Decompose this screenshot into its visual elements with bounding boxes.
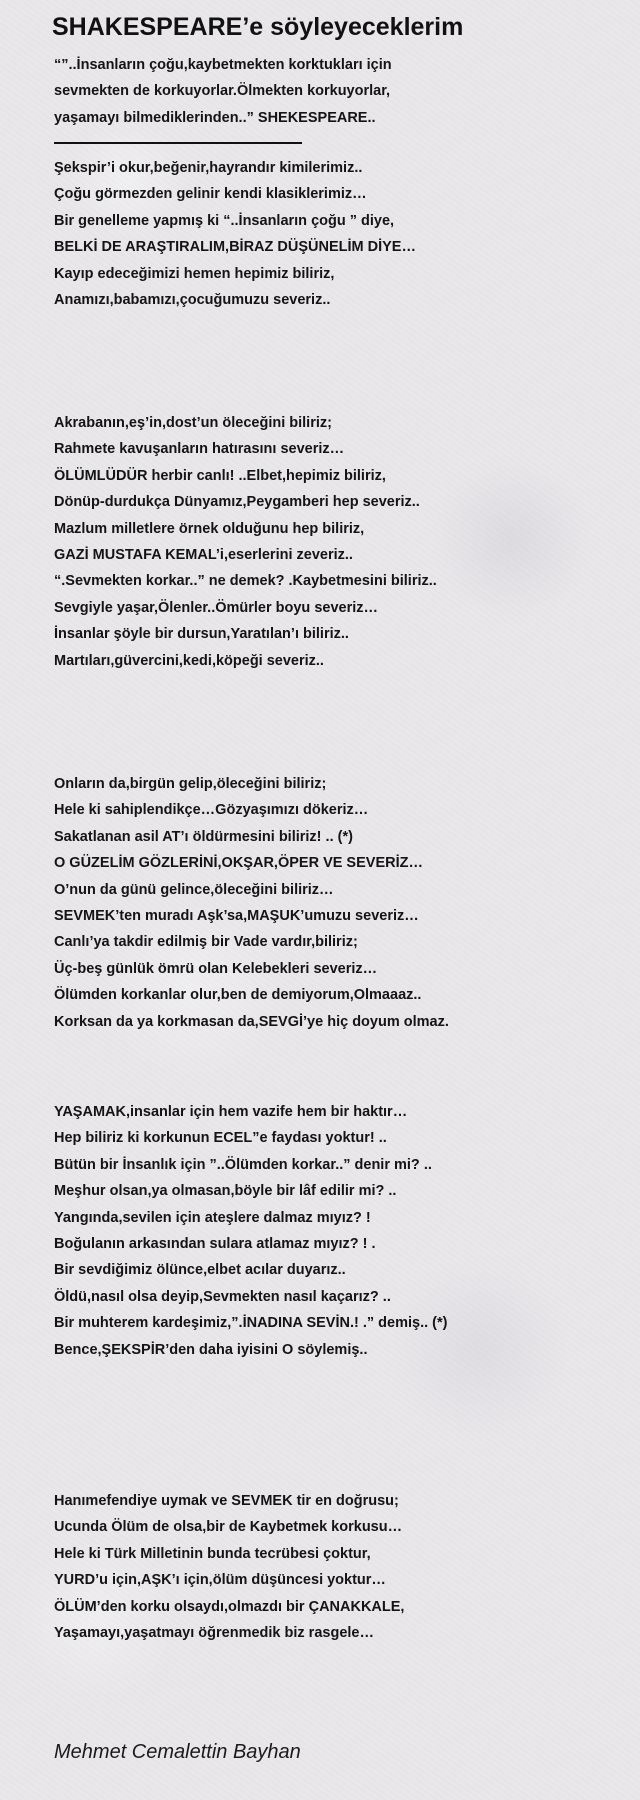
epigraph-line: sevmekten de korkuyorlar.Ölmekten korkuyorlar,: [54, 83, 391, 100]
stanza-1: [54, 155, 624, 313]
poem-line: Sevgiyle yaşar,Ölenler..Ömürler boyu severiz…: [54, 599, 378, 616]
poem-line: Ölümden korkanlar olur,ben de demiyorum,Olmaaaz..: [54, 987, 422, 1004]
poem-line: Anamızı,babamızı,çocuğumuzu severiz..: [54, 292, 331, 309]
poem-line: Öldü,nasıl olsa deyip,Sevmekten nasıl kaçarız? ..: [54, 1288, 391, 1305]
poem-line: Yaşamayı,yaşatmayı öğrenmedik biz rasgele…: [54, 1625, 374, 1642]
stanza-4: [54, 1099, 624, 1363]
poem-line: Hele ki Türk Milletinin bunda tecrübesi çoktur,: [54, 1545, 371, 1562]
poem-line: ÖLÜM’den korku olsaydı,olmazdı bir ÇANAKKALE,: [54, 1598, 405, 1615]
stanza-5: [54, 1488, 624, 1646]
poem-line: Bütün bir İnsanlık için ”..Ölümden korkar..” denir mi? ..: [54, 1156, 432, 1173]
poem-line: Yangında,sevilen için ateşlere dalmaz mıyız? !: [54, 1209, 371, 1226]
poem-line: Üç-beş günlük ömrü olan Kelebekleri severiz…: [54, 960, 378, 977]
poem-line: Onların da,birgün gelip,öleceğini biliriz;: [54, 776, 327, 792]
poem-line: Mazlum milletlere örnek olduğunu hep biliriz,: [54, 520, 365, 537]
epigraph-line: “”..İnsanların çoğu,kaybetmekten korktukları için: [54, 57, 392, 73]
poem-line: Bir muhterem kardeşimiz,”.İNADINA SEVİN.! .” demiş.. (*): [54, 1315, 448, 1332]
poem-line: Bir genelleme yapmış ki “..İnsanların çoğu ” diye,: [54, 212, 395, 229]
poem-line: Akrabanın,eş’in,dost’un öleceğini biliriz;: [54, 415, 332, 431]
poem-line: Boğulanın arkasından sulara atlamaz mıyız? ! .: [54, 1236, 376, 1253]
poem-line: SEVMEK’ten muradı Aşk’sa,MAŞUK’umuzu severiz…: [54, 908, 419, 925]
poem-line: BELKİ DE ARAŞTIRALIM,BİRAZ DÜŞÜNELİM DİYE…: [54, 239, 416, 256]
poem-line: Martıları,güvercini,kedi,köpeği severiz..: [54, 652, 324, 669]
poem-line: Hanımefendiye uymak ve SEVMEK tir en doğrusu;: [54, 1493, 399, 1509]
poem-line: O’nun da günü gelince,öleceğini biliriz…: [54, 881, 334, 898]
epigraph-line: yaşamayı bilmediklerinden..” SHEKESPEARE..: [54, 109, 376, 126]
poem-line: Dönüp-durdukça Dünyamız,Peygamberi hep severiz..: [54, 494, 420, 511]
poem-line: YAŞAMAK,insanlar için hem vazife hem bir haktır…: [54, 1104, 408, 1120]
poem-line: O GÜZELİM GÖZLERİNİ,OKŞAR,ÖPER VE SEVERİZ…: [54, 855, 423, 872]
poem-line: Rahmete kavuşanların hatırasını severiz…: [54, 441, 345, 458]
poem-line: Kayıp edeceğimizi hemen hepimiz biliriz,: [54, 265, 335, 282]
poem-line: Şekspir’i okur,beğenir,hayrandır kimilerimiz..: [54, 160, 363, 176]
poem-line: Canlı’ya takdir edilmiş bir Vade vardır,biliriz;: [54, 934, 358, 951]
stanza-3: [54, 771, 624, 1035]
poem-line: ÖLÜMLÜDÜR herbir canlı! ..Elbet,hepimiz biliriz,: [54, 467, 386, 484]
author-signature: Mehmet Cemalettin Bayhan: [54, 1741, 301, 1763]
poem-line: İnsanlar şöyle bir dursun,Yaratılan’ı biliriz..: [54, 626, 349, 643]
poem-line: Bence,ŞEKSPİR’den daha iyisini O söylemiş..: [54, 1341, 368, 1358]
divider-line: [54, 142, 302, 144]
poem-line: Hep biliriz ki korkunun ECEL”e faydası yoktur! ..: [54, 1130, 387, 1147]
stanza-2: [54, 410, 624, 674]
poem-line: Hele ki sahiplendikçe…Gözyaşımızı dökeriz…: [54, 802, 369, 819]
poem-line: Korksan da ya korkmasan da,SEVGİ’ye hiç doyum olmaz.: [54, 1013, 449, 1030]
poem-line: Meşhur olsan,ya olmasan,böyle bir lâf edilir mi? ..: [54, 1183, 397, 1200]
poem-line: YURD’u için,AŞK’ı için,ölüm düşüncesi yoktur…: [54, 1572, 386, 1589]
epigraph-quote: [54, 52, 614, 131]
poem-title: SHAKESPEARE’e söyleyeceklerim: [52, 13, 464, 41]
poem-line: Sakatlanan asil AT’ı öldürmesini biliriz! .. (*): [54, 828, 353, 845]
poem-line: Çoğu görmezden gelinir kendi klasiklerimiz…: [54, 186, 367, 203]
poem-line: Bir sevdiğimiz ölünce,elbet acılar duyarız..: [54, 1262, 346, 1279]
poem-line: “.Sevmekten korkar..” ne demek? .Kaybetmesini biliriz..: [54, 573, 437, 590]
poem-line: GAZİ MUSTAFA KEMAL’i,eserlerini zeveriz..: [54, 547, 353, 564]
poem-line: Ucunda Ölüm de olsa,bir de Kaybetmek korkusu…: [54, 1519, 403, 1536]
